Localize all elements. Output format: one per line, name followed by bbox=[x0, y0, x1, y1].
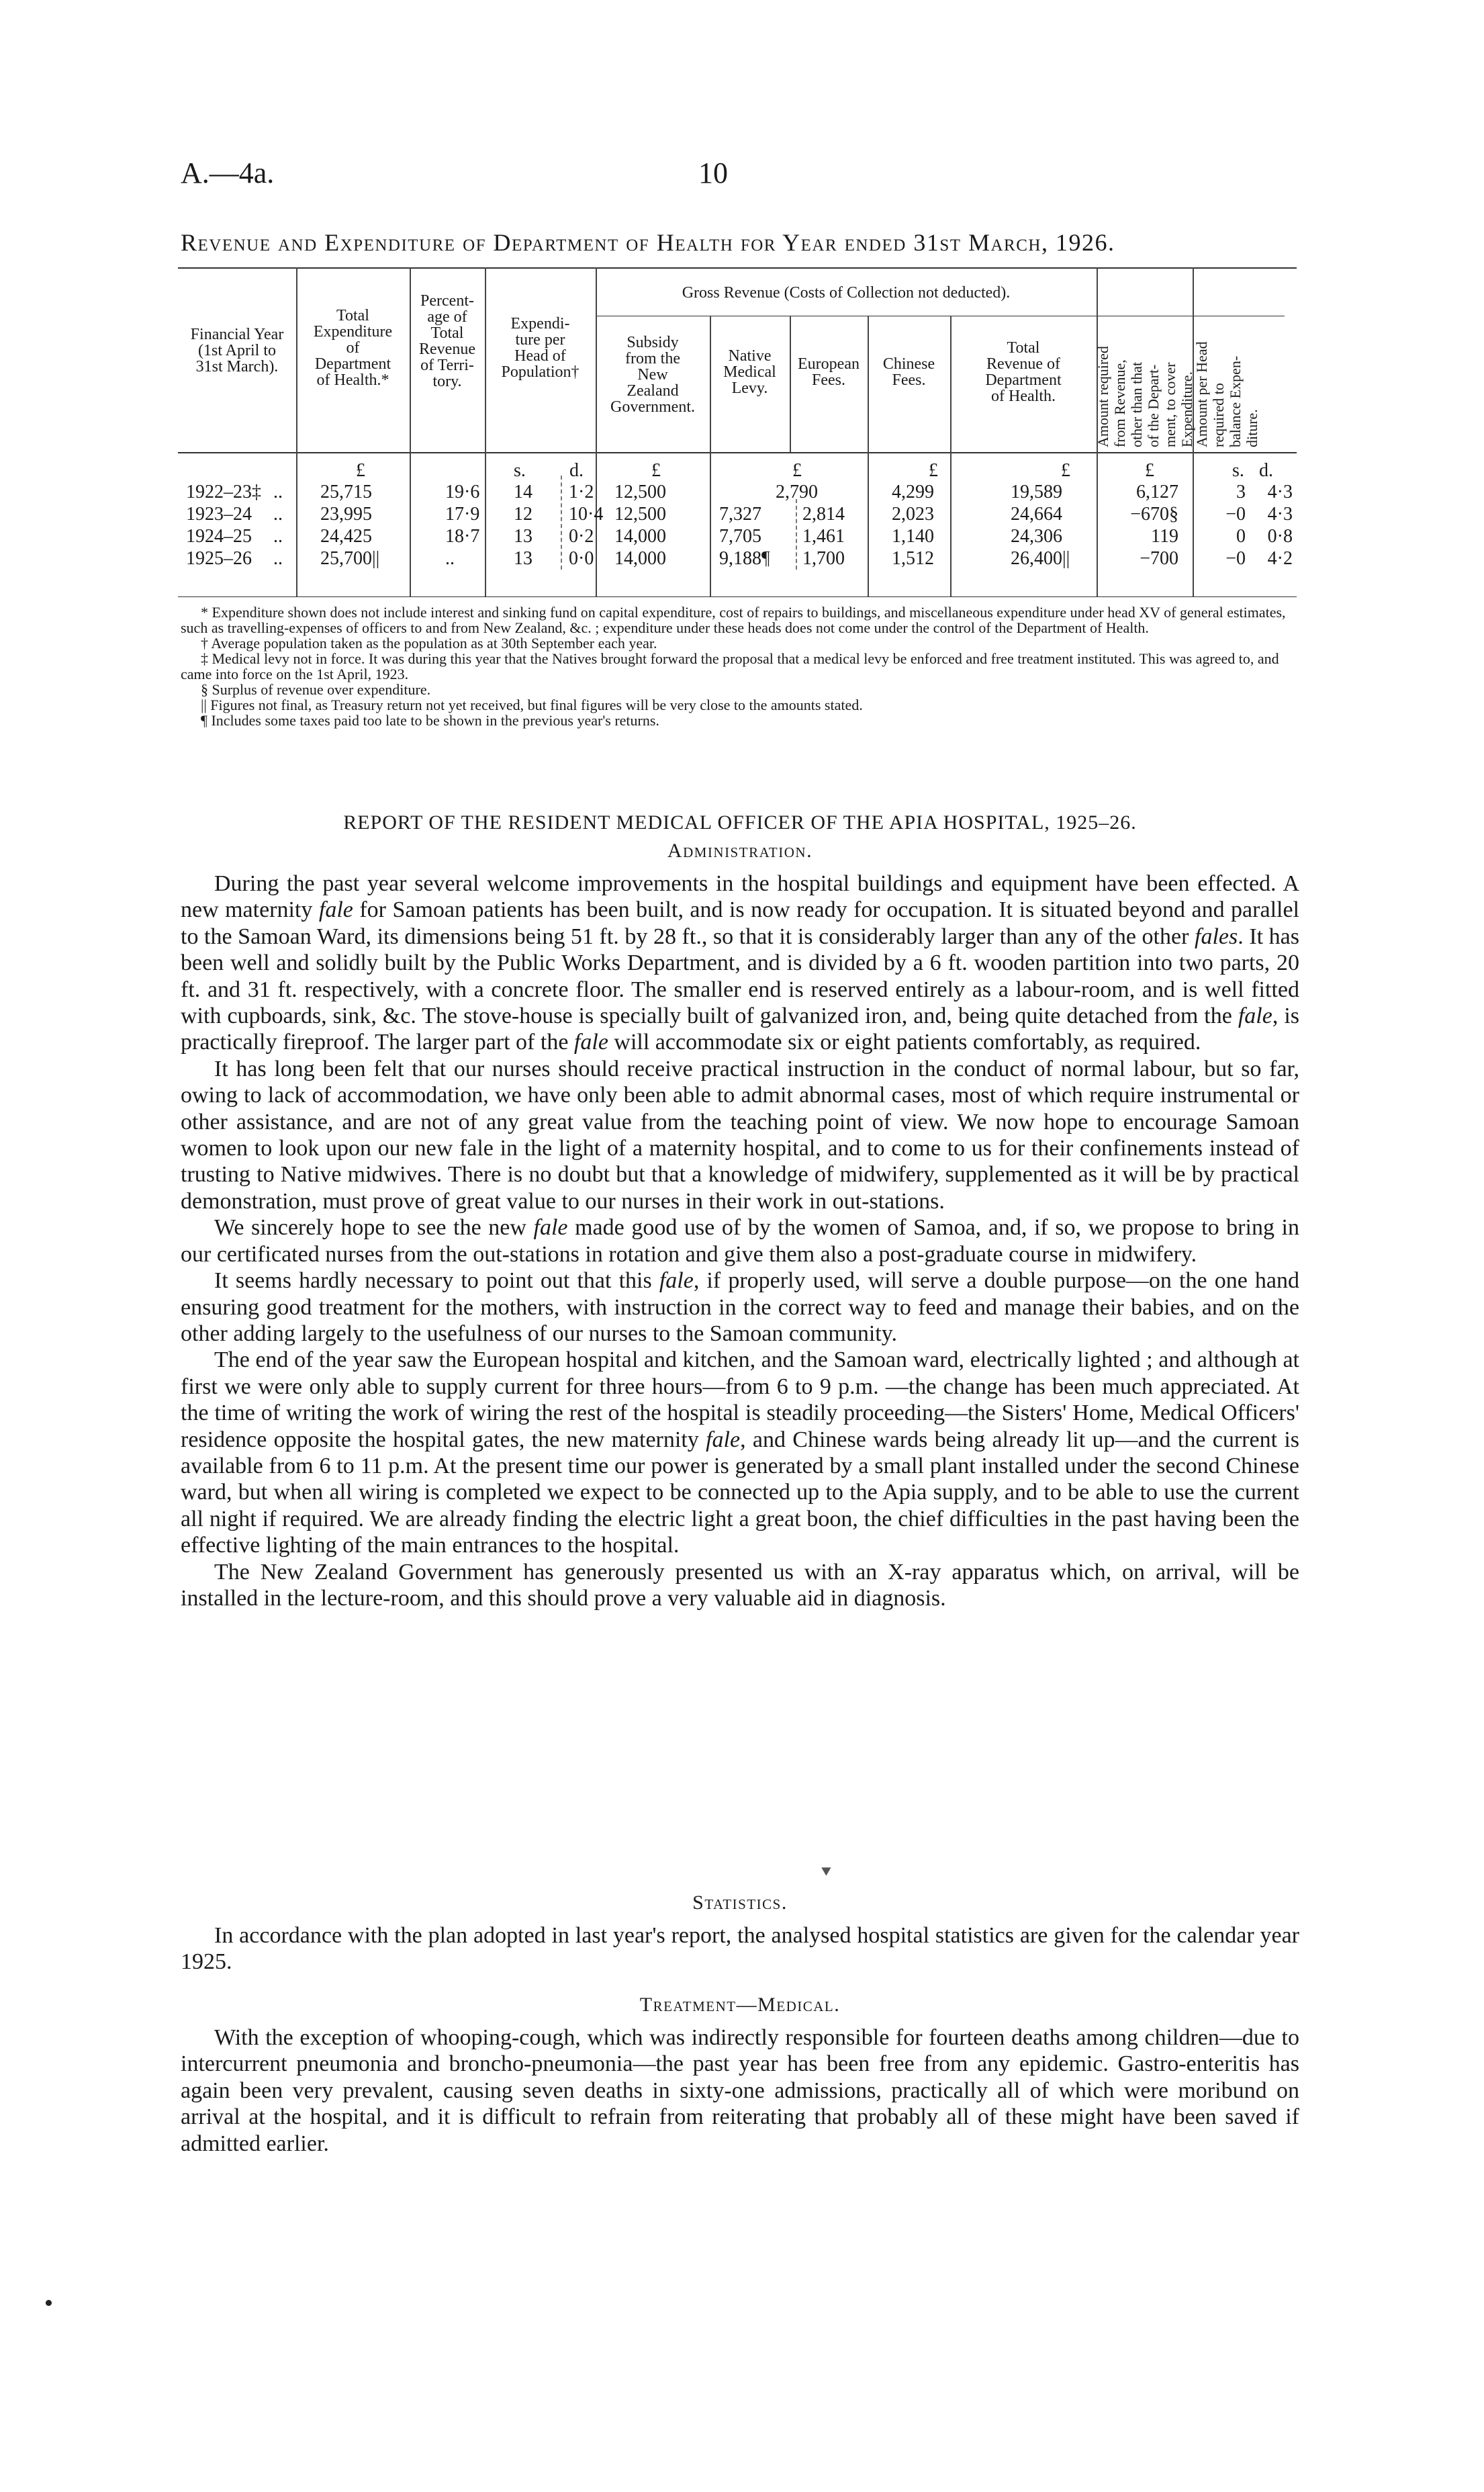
footnote: || Figures not final, as Treasury return not yet received, but final figures will be very close to the amounts stated. bbox=[201, 697, 863, 713]
cell-amount-required: 119 bbox=[1151, 526, 1178, 547]
col-header-amount-per-head: Amount per Head required to balance Expen- diture. bbox=[1193, 341, 1260, 447]
unit-total-exp: £ bbox=[356, 460, 365, 481]
cell-head-d: 4·2 bbox=[1267, 548, 1293, 569]
col-header-per-head: Expendi- ture per Head of Population† bbox=[501, 315, 579, 381]
footnote: ¶ Includes some taxes paid too late to be shown in the previous year's returns. bbox=[201, 712, 659, 729]
cell-total-expenditure: 23,995 bbox=[320, 504, 372, 525]
cell-per-head-s: 13 bbox=[514, 526, 532, 547]
cell-per-head-d: 10·4 bbox=[569, 504, 604, 525]
col-header-chinese-fees: Chinese Fees. bbox=[882, 355, 935, 389]
unit-amount-req: £ bbox=[1145, 460, 1154, 481]
cell-per-head-d: 0·2 bbox=[569, 526, 594, 547]
table-title: Revenue and Expenditure of Department of Health for Year ended 31st March, 1926. bbox=[181, 229, 1115, 256]
unit-s: s. bbox=[514, 460, 526, 481]
cell-year: 1925–26 bbox=[186, 548, 252, 569]
col-header-year: Financial Year (1st April to 31st March). bbox=[190, 326, 284, 375]
cell-percentage: 17·9 bbox=[445, 504, 480, 525]
unit-levy-fees: £ bbox=[792, 460, 802, 481]
col-header-european-fees: European Fees. bbox=[798, 355, 860, 389]
cell-per-head-s: 14 bbox=[514, 482, 532, 502]
cell-year: 1923–24 bbox=[186, 504, 252, 525]
cell-total-expenditure: 25,700|| bbox=[320, 548, 380, 569]
cell-percentage: 18·7 bbox=[445, 526, 480, 547]
unit-d: d. bbox=[569, 460, 584, 481]
cell-subsidy: 14,000 bbox=[614, 548, 666, 569]
cell-european-fees: 1,461 bbox=[802, 526, 845, 547]
cell-amount-required: 6,127 bbox=[1136, 482, 1178, 502]
cell-head-s: 0 bbox=[1236, 526, 1246, 547]
cell-per-head-d: 0·0 bbox=[569, 548, 594, 569]
cell-head-s: −0 bbox=[1225, 504, 1246, 525]
footnote: † Average population taken as the population as at 30th September each year. bbox=[201, 635, 657, 652]
cell-head-s: −0 bbox=[1225, 548, 1246, 569]
col-header-gross-revenue: Gross Revenue (Costs of Collection not deducted). bbox=[682, 284, 1011, 302]
cell-per-head-s: 13 bbox=[514, 548, 532, 569]
cell-european-fees: 1,700 bbox=[802, 548, 845, 569]
cell-european-fees: 2,814 bbox=[802, 504, 845, 525]
cell-percentage: .. bbox=[445, 548, 455, 569]
header-reference: A.—4a. bbox=[181, 157, 275, 189]
report-title: REPORT OF THE RESIDENT MEDICAL OFFICER OF THE APIA HOSPITAL, 1925–26. bbox=[343, 811, 1137, 834]
col-header-amount-required: Amount required from Revenue, other than that of the Depart- ment, to cover Expenditure. bbox=[1095, 346, 1195, 447]
cell-levy-combined: 2,790 bbox=[776, 482, 818, 502]
cell-year: 1924–25 bbox=[186, 526, 252, 547]
cell-subsidy: 12,500 bbox=[614, 482, 666, 502]
cell-dots: .. bbox=[273, 482, 283, 502]
administration-heading: Administration. bbox=[667, 840, 813, 862]
unit-total-rev: £ bbox=[1061, 460, 1070, 481]
unit-head-d: d. bbox=[1259, 460, 1273, 481]
paragraph: During the past year several welcome improvements in the hospital buildings and equipment have been effected. A new maternity fale for Samoan patients has been built, and is now ready for occupation. It is situated beyond and parallel to the Samoan Ward, its dimensions being 51 ft. by 28 ft., so that it is considerably larger than any of the other fales. It has been well and solidly built by the Public Works Department, and is divided by a 6 ft. wooden partition into two parts, 20 ft. and 31 ft. respectively, with a concrete floor. The smaller end is reserved entirely as a labour-room, and is well fitted with cupboards, sink, &c. The stove-house is specially built of galvanized iron, and, being quite detached from the fale, is practically fireproof. The larger part of the fale will accommodate six or eight patients comfortably, as required. bbox=[181, 871, 1300, 1055]
cell-chinese-fees: 1,512 bbox=[892, 548, 934, 569]
cell-chinese-fees: 4,299 bbox=[892, 482, 934, 502]
paragraph: It has long been felt that our nurses should receive practical instruction in the conduct of normal labour, but so far, owing to lack of accommodation, we have only been able to admit abnormal cases, most of which require instrumental or other assistance, and are not of any great value from the teaching point of view. We now hope to encourage Samoan women to look upon our new fale in the light of a maternity hospital, and to come to us for their confinements instead of trusting to Native midwives. There is no doubt but that a knowledge of midwifery, supplemented as it will be by practical demonstration, must prove of great value to our nurses in their work in out-stations. bbox=[181, 1056, 1299, 1214]
paragraph: The New Zealand Government has generously presented us with an X-ray apparatus which, on arrival, will be installed in the lecture-room, and this should prove a very valuable aid in diagnosis. bbox=[181, 1559, 1299, 1611]
footnote: * Expenditure shown does not include interest and sinking fund on capital expenditure, cost of repairs to buildings, and miscellaneous expenditure under head XV of general estimates, such as travelling-expenses of officers to and from New Zealand, &c. ; expenditure under these heads does not come under the control of the Department of Health. bbox=[181, 604, 1286, 636]
table-footnotes bbox=[181, 605, 1299, 728]
cell-subsidy: 12,500 bbox=[614, 504, 666, 525]
margin-dot bbox=[46, 2300, 52, 2306]
cell-dots: .. bbox=[273, 526, 283, 547]
footnote: § Surplus of revenue over expenditure. bbox=[201, 681, 431, 698]
cell-subsidy: 14,000 bbox=[614, 526, 666, 547]
cell-head-d: 4·3 bbox=[1267, 504, 1293, 525]
treatment-section bbox=[181, 2024, 1299, 2157]
cell-total-revenue: 24,306 bbox=[1011, 526, 1062, 547]
cell-head-d: 0·8 bbox=[1267, 526, 1293, 547]
paragraph: With the exception of whooping-cough, which was indirectly responsible for fourteen deaths among children—due to intercurrent pneumonia and broncho-pneumonia—the past year has been free from any epidemic. Gastro-enteritis has again been very prevalent, causing seven deaths in sixty-one admissions, practically all of which were moribund on arrival at the hospital, and it is difficult to refrain from reiterating that probably all of these might have been saved if admitted earlier. bbox=[181, 2025, 1299, 2156]
footnote: ‡ Medical levy not in force. It was during this year that the Natives brought forward the proposal that a medical levy be enforced and free treatment instituted. This was agreed to, and came into force on the 1st April, 1923. bbox=[181, 650, 1279, 682]
cell-head-s: 3 bbox=[1236, 482, 1246, 502]
unit-chinese: £ bbox=[929, 460, 938, 481]
statistics-section bbox=[181, 1922, 1299, 1975]
cell-amount-required: −670§ bbox=[1130, 504, 1178, 525]
cell-total-expenditure: 25,715 bbox=[320, 482, 372, 502]
paragraph: In accordance with the plan adopted in last year's report, the analysed hospital statistics are given for the calendar year 1925. bbox=[181, 1923, 1299, 1975]
col-header-native-levy: Native Medical Levy. bbox=[723, 347, 776, 397]
cell-head-d: 4·3 bbox=[1267, 482, 1293, 502]
statistics-heading: Statistics. bbox=[692, 1892, 788, 1914]
cell-chinese-fees: 1,140 bbox=[892, 526, 934, 547]
col-header-percentage: Percent- age of Total Revenue of Terri- tory. bbox=[419, 292, 475, 390]
unit-subsidy: £ bbox=[651, 460, 661, 481]
cell-amount-required: −700 bbox=[1140, 548, 1178, 569]
cell-dots: .. bbox=[273, 504, 283, 525]
paragraph: We sincerely hope to see the new fale made good use of by the women of Samoa, and, if so, we propose to bring in our certificated nurses from the out-stations in rotation and give them also a post-graduate course in midwifery. bbox=[181, 1215, 1299, 1267]
cell-per-head-s: 12 bbox=[514, 504, 532, 525]
col-header-total-expenditure: Total Expenditure of Department of Health.* bbox=[313, 307, 393, 389]
cell-total-revenue: 19,589 bbox=[1011, 482, 1062, 502]
cell-native-levy: 7,327 bbox=[719, 504, 761, 525]
cell-year: 1922–23‡ bbox=[186, 482, 261, 502]
col-header-subsidy: Subsidy from the New Zealand Government. bbox=[610, 334, 695, 416]
treatment-heading: Treatment—Medical. bbox=[639, 1994, 841, 2016]
page-number: 10 bbox=[698, 157, 728, 189]
cell-per-head-d: 1·2 bbox=[569, 482, 594, 502]
cell-native-levy: 9,188¶ bbox=[719, 548, 770, 569]
col-header-total-revenue: Total Revenue of Department of Health. bbox=[985, 339, 1062, 405]
cell-native-levy: 7,705 bbox=[719, 526, 761, 547]
cell-total-revenue: 24,664 bbox=[1011, 504, 1062, 525]
revenue-expenditure-table bbox=[178, 267, 1297, 596]
paragraph: The end of the year saw the European hospital and kitchen, and the Samoan ward, electrically lighted ; and although at first we were only able to supply current for three hours—from 6 to 9 p.m. —the change has been much appreciated. At the time of writing the work of wiring the rest of the hospital is steadily proceeding—the Sisters' Home, Medical Officers' residence opposite the hospital gates, the new maternity fale, and Chinese wards being already lit up—and the current is available from 6 to 11 p.m. At the present time our power is generated by a small plant installed under the second Chinese ward, but when all wiring is completed we expect to be connected up to the Apia supply, and to be able to use the current all night if required. We are already finding the electric light a great boon, the chief difficulties in the past having been the effective lighting of the main entrances to the hospital. bbox=[181, 1347, 1299, 1558]
cell-total-revenue: 26,400|| bbox=[1011, 548, 1070, 569]
cell-chinese-fees: 2,023 bbox=[892, 504, 934, 525]
stray-mark: ⯆ bbox=[819, 1863, 833, 1882]
administration-section bbox=[181, 871, 1299, 1611]
unit-head-s: s. bbox=[1232, 460, 1244, 481]
paragraph: It seems hardly necessary to point out that this fale, if properly used, will serve a double purpose—on the one hand ensuring good treatment for the mothers, with instruction in the correct way to feed and manage their babies, and on the other adding largely to the usefulness of our nurses to the Samoan community. bbox=[181, 1268, 1299, 1346]
cell-percentage: 19·6 bbox=[445, 482, 480, 502]
cell-total-expenditure: 24,425 bbox=[320, 526, 372, 547]
cell-dots: .. bbox=[273, 548, 283, 569]
